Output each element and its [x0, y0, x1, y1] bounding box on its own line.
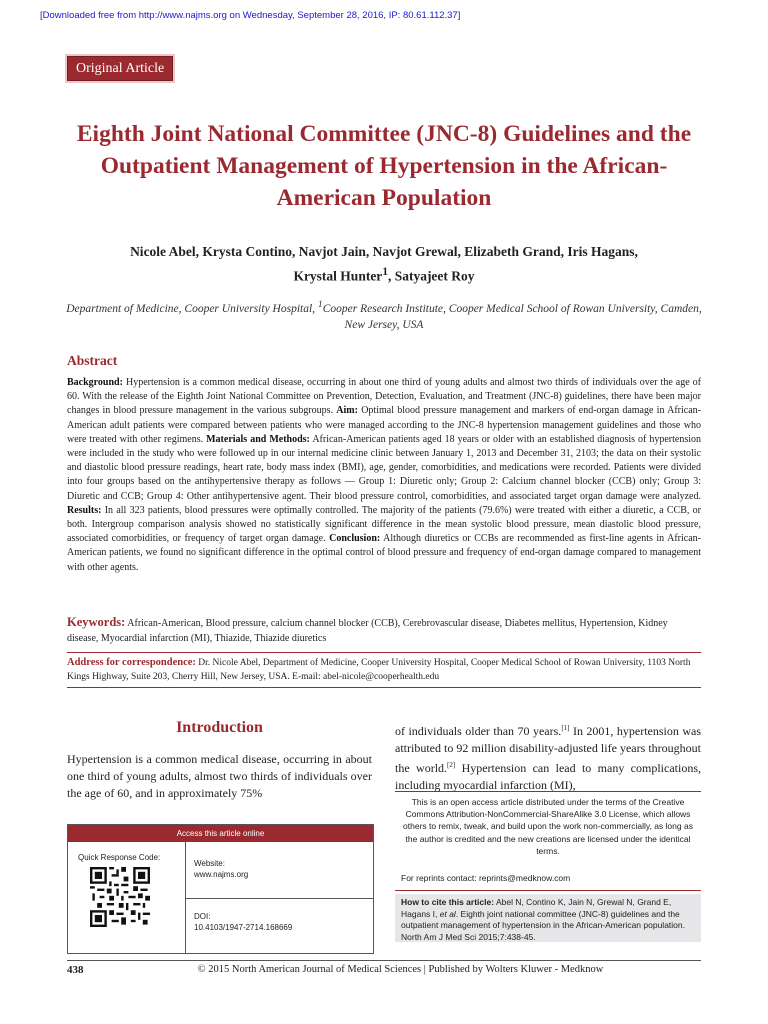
affiliation-part2: Cooper Research Institute, Cooper Medical School of Rowan University, Camden, New Jersey, USA [322, 302, 702, 331]
divider-top [67, 652, 701, 653]
address-label: Address for correspondence: [67, 657, 196, 668]
license-text: This is an open access article distributed under the terms of the Creative Commons Attribution-NonCommercial-ShareAlike 3.0 License, which allows others to remix, tweak, and build upon the work non-commercially, as long as the author is credited and the new creations are licensed under the identical terms. [403, 797, 693, 856]
footer-rule [67, 960, 701, 961]
divider-bottom [67, 687, 701, 688]
citation-2[interactable]: [2] [447, 761, 456, 769]
conclusion-label: Conclusion: [329, 533, 381, 545]
affiliation [60, 297, 708, 333]
cite-text-a: Abel N, Contino K, Jain N, Grewal N, Grand E, Hagans I, [401, 897, 672, 919]
author-list [60, 241, 708, 287]
access-header: Access this article online [68, 825, 373, 842]
cite-text-b: . Eighth joint national committee (JNC-8) guidelines and the outpatient management of hypertension in the African-American population. North Am J Med Sci 2015;7:438-45. [401, 908, 685, 942]
intro-left-text: Hypertension is a common medical disease, occurring in about one third of young adults, almost two thirds of individuals over the age of 60, and in approximately 75% [67, 752, 372, 800]
conclusion-text: Although diuretics or CCBs are recommended as first-line agents in African-American patients, we found no significant difference in the optimal control of blood pressure and frequency of end-organ damage compared to management with other agents. [67, 533, 701, 573]
how-to-cite-box [395, 894, 701, 942]
intro-right-text [395, 720, 701, 794]
abstract-body [67, 376, 701, 575]
methods-label: Materials and Methods: [206, 433, 310, 445]
correspondence-address [67, 656, 701, 684]
reprints-contact[interactable]: For reprints contact: reprints@medknow.com [401, 873, 571, 883]
download-notice[interactable]: [Downloaded free from http://www.najms.org on Wednesday, September 28, 2016, IP: 80.61.112.37] [40, 10, 461, 21]
qr-code-icon[interactable] [90, 867, 150, 927]
doi-label: DOI: [194, 912, 211, 921]
intro-right-a: of individuals older than 70 years. [395, 724, 562, 738]
access-online-box [67, 824, 374, 954]
aim-text: Optimal blood pressure management and markers of end-organ damage in African-American adult patients were compared between patients who were managed according to the JNC-8 hypertension management guidelines and those who were treated with other regimens. [67, 405, 701, 445]
article-type-badge: Original Article [67, 56, 173, 81]
keywords [67, 615, 701, 646]
background-label: Background: [67, 377, 123, 388]
qr-label: Quick Response Code: [78, 853, 161, 862]
results-text: In all 323 patients, blood pressures were optimally controlled. The majority of the patients (79.6%) were treated with either a diuretic, a CCB, or both. Intergroup comparison analysis showed no statistically significant difference in the mean systolic blood pressure, mean diastolic blood pressure, associated comorbidities, or frequency of target organ damage. [67, 504, 701, 545]
background-text: Hypertension is a common medical disease, occurring in about one third of young adults and almost two thirds of individuals over the age of 60. With the release of the Eighth Joint National Committee on Prevention, Detection, Evaluation, and Treatment (JNC-8) guidelines, there have been major changes in blood pressure management in the various subgroups. [67, 377, 701, 417]
intro-right-c: Hypertension can lead to many complications, including myocardial infarction (MI), [395, 761, 702, 792]
affiliation-sup: 1 [317, 299, 323, 310]
footer-copyright: © 2015 North American Journal of Medical Sciences | Published by Wolters Kluwer - Medknow [197, 964, 604, 975]
doi-link[interactable]: 10.4103/1947-2714.168669 [194, 923, 293, 932]
keywords-text: African-American, Blood pressure, calcium channel blocker (CCB), Cerebrovascular disease, Diabetes mellitus, Hypertension, Kidney disease, Myocardial infarction (MI), Thiazide, Thiazide diuretics [67, 618, 668, 644]
author-affil-sup: 1 [382, 266, 388, 278]
cite-etal: et al [439, 908, 456, 919]
author-roy: , Satyajeet Roy [387, 268, 475, 284]
abstract-heading: Abstract [67, 353, 118, 368]
affiliation-part1: Department of Medicine, Cooper University Hospital, [66, 302, 318, 315]
open-access-notice [395, 791, 701, 891]
website-label: Website: [194, 859, 225, 868]
authors-line1: Nicole Abel, Krysta Contino, Navjot Jain, Navjot Grewal, Elizabeth Grand, Iris Hagans, [130, 244, 638, 259]
website-link[interactable]: www.najms.org [194, 870, 249, 879]
keywords-label: Keywords: [67, 615, 126, 629]
cite-label: How to cite this article: [401, 897, 495, 907]
access-horizontal-rule [185, 898, 373, 899]
introduction-heading: Introduction [176, 719, 263, 736]
page-number: 438 [67, 964, 84, 976]
author-hunter: Krystal Hunter [293, 268, 383, 284]
citation-1[interactable]: [1] [561, 724, 570, 732]
article-title: Eighth Joint National Committee (JNC-8) Guidelines and the Outpatient Management of Hypertension in the African-American Population [76, 121, 692, 211]
results-label: Results: [67, 504, 102, 516]
address-text: Dr. Nicole Abel, Department of Medicine, Cooper University Hospital, Cooper Medical School of Rowan University, 1103 North Kings Highway, Suite 203, Cherry Hill, New Jersey, USA. E-mail: abel-nicole@cooperhealth.edu [67, 658, 691, 682]
intro-right-b: In 2001, hypertension was attributed to 92 million disability-adjusted life years throughout the world. [395, 724, 701, 775]
aim-label: Aim: [336, 405, 358, 417]
methods-text: African-American patients aged 18 years or older with an established diagnosis of hypertension were included in the study who were followed up in our internal medicine clinic between January 1, 2013 and December 31, 2103; the data on their systolic and diastolic blood pressure readings, heart rate, body mass index (BMI), age, gender, comorbidities, and medications were recorded. Patients were divided into four groups based on the antihypertensive therapy as follows — Group 1: Diuretic only; Group 2: Calcium channel blocker (CCB) only; Group 3: Diuretic and CCB; Group 4: Other antihypertensive agent. Their blood pressure control, comorbidities, and associated target organ damage were analyzed. [67, 433, 701, 502]
